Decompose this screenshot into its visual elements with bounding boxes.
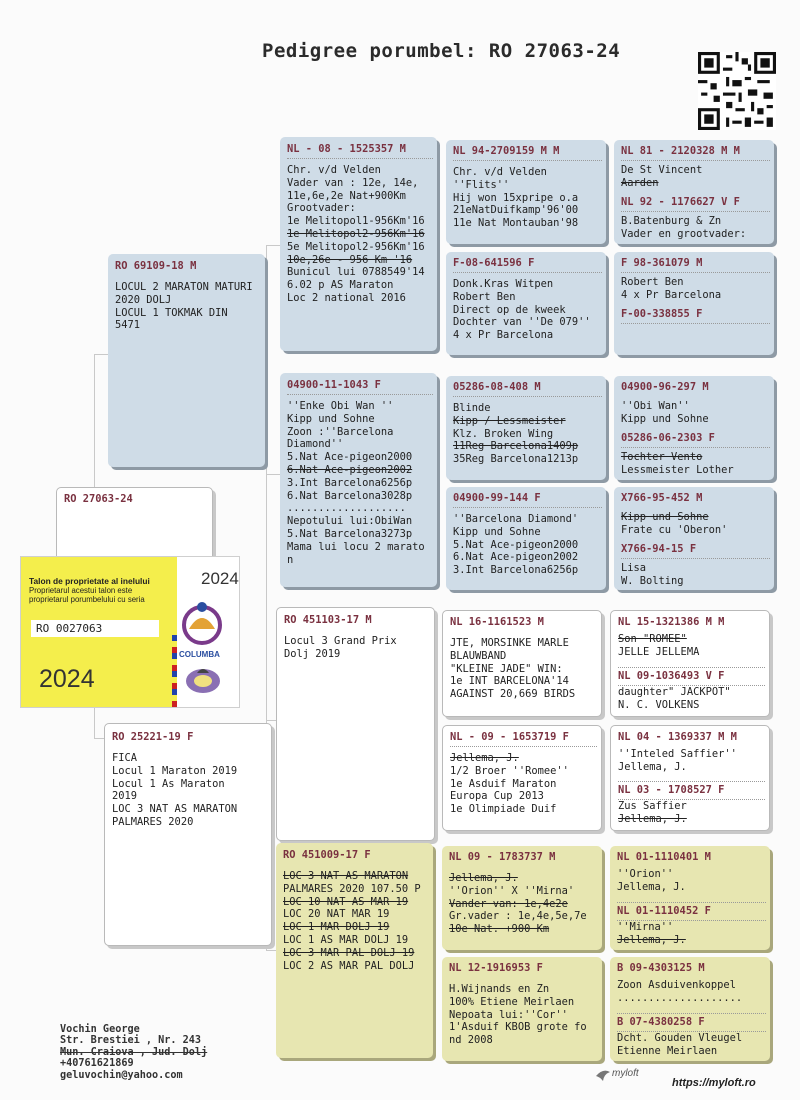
text-line: nd 2008	[449, 1034, 493, 1047]
text-line: Jellema, J.	[617, 880, 686, 893]
ring-number: NL 09-1036493 V F	[618, 667, 765, 686]
great-grandparent-card	[442, 610, 602, 717]
myloft-bird-icon	[594, 1066, 612, 1084]
text-line: De St Vincent	[621, 164, 703, 176]
dam-card	[104, 723, 272, 946]
ring-number: B 07-4380258 F	[617, 1013, 766, 1032]
grandparent-card	[280, 137, 437, 351]
ring-number: NL 01-1110452 F	[617, 902, 766, 921]
text-line: ...................	[287, 502, 406, 515]
text-line: W. Bolting	[621, 574, 684, 587]
text-line: Blinde	[453, 402, 491, 414]
text-line: 3.Int Barcelona6256p	[453, 564, 579, 577]
text-line: JELLE JELLEMA	[618, 645, 700, 658]
text-line: 4 x Pr Barcelona	[621, 288, 722, 301]
ring-number: NL 04 - 1369337 M M	[618, 731, 737, 743]
text-line: Kipp und Sohne	[621, 511, 709, 523]
text-line: 1e Olimpiade Duif	[450, 803, 557, 816]
text-line: 100% Etiene Meirlaen	[449, 995, 575, 1008]
owner-street: Str. Brestiei , Nr. 243	[60, 1035, 202, 1047]
flag-stripes	[172, 635, 177, 707]
text-line: Robert Ben	[621, 276, 684, 288]
text-line: Aarden	[621, 176, 659, 189]
text-line: "KLEINE JADE" WIN:	[450, 662, 563, 675]
text-line: Zoon :''Barcelona	[287, 425, 394, 438]
owner-phone: +40761621869	[60, 1058, 134, 1070]
text-line: 5e Melitopol2-956Km'16	[287, 240, 425, 253]
text-line: B.Batenburg & Zn	[621, 215, 722, 227]
text-line: ''Orion'' X ''Mirna'	[449, 884, 575, 897]
text-line: 2020 DOLJ	[115, 293, 172, 306]
owner-name: Vochin George	[60, 1024, 140, 1035]
talon-line-2: Proprietarul acestui talon este	[29, 585, 133, 595]
talon-line-3: proprietarul porumbelului cu seria	[29, 594, 145, 604]
text-line: LOC 3 MAR PAL DOLJ 19	[283, 946, 415, 959]
text-line: Jellema, J.	[450, 752, 519, 764]
text-line: Klz. Broken Wing	[453, 427, 554, 440]
columba-logo-icon	[179, 599, 225, 649]
text-line: LOC 2 AS MAR PAL DOLJ	[283, 959, 415, 972]
text-line: Jellema, J.	[618, 812, 687, 825]
text-line: ....................	[617, 991, 743, 1004]
ancestor-pair-card	[610, 957, 770, 1061]
text-line: 2019	[112, 790, 138, 803]
text-line: Zus Saffier	[618, 800, 687, 812]
text-line: Vander van: 1e,4e2e	[449, 897, 568, 910]
text-line: 6.Nat Ace-pigeon2002	[453, 551, 579, 564]
ring-number: 05286-06-2303 F	[621, 432, 770, 448]
footer-brand: myloft	[612, 1068, 639, 1079]
text-line: H.Wijnands en Zn	[449, 983, 550, 995]
ownership-card-text	[29, 577, 150, 604]
text-line: Robert Ben	[453, 290, 516, 303]
ring-number: F-00-338855 F	[621, 308, 770, 324]
text-line: ''Orion''	[617, 868, 674, 880]
ring-number: NL 81 - 2120328 M M	[621, 145, 770, 161]
text-line: 1e Melitopol1-956Km'16	[287, 215, 425, 228]
connector-line	[266, 474, 280, 475]
text-line: Vader en grootvader:	[621, 227, 747, 240]
text-line: 4 x Pr Barcelona	[453, 329, 554, 342]
great-grandparent-card	[446, 487, 606, 590]
text-line: Loc 2 national 2016	[287, 291, 406, 304]
text-line: LOC 20 NAT MAR 19	[283, 908, 390, 921]
text-line: Europa Cup 2013	[450, 790, 544, 803]
text-line: Son "ROMEE"	[618, 633, 687, 645]
ring-number: NL 01-1110401 M	[617, 851, 711, 863]
ring-number: NL 03 - 1708527 F	[618, 781, 765, 800]
text-line: daughter" JACKPOT"	[618, 686, 731, 698]
ring-number: F 98-361079 M	[621, 257, 770, 273]
text-line: LOC 1 AS MAR DOLJ 19	[283, 933, 409, 946]
page-title: Pedigree porumbel: RO 27063-24	[262, 40, 621, 62]
text-line: Locul 3 Grand Prix	[284, 635, 397, 647]
subject-ring: RO 27063-24	[64, 493, 133, 505]
ring-number: NL - 08 - 1525357 M	[287, 143, 433, 159]
grandparent-card	[276, 607, 435, 841]
text-line: LOC 3 NAT AS MARATON	[283, 870, 409, 882]
text-line: ''Inteled Saffier''	[618, 748, 737, 760]
ring-number: B 09-4303125 M	[617, 962, 705, 974]
text-line: 35Reg Barcelona1213p	[453, 453, 579, 466]
text-line: Dochter van ''De 079''	[453, 316, 591, 329]
text-line: Frate cu 'Oberon'	[621, 523, 728, 536]
sire-ring: RO 69109-18 M	[115, 260, 197, 272]
grandparent-card	[280, 373, 437, 587]
ring-number: 05286-08-408 M	[453, 381, 602, 397]
text-line: LOC 1 MAR DOLJ 19	[283, 921, 390, 934]
text-line: 11e Nat Montauban'98	[453, 217, 579, 230]
text-line: PALMARES 2020	[112, 815, 194, 828]
text-line: ''Obi Wan''	[621, 400, 690, 412]
text-line: n	[287, 553, 294, 566]
ring-number: NL 15-1321386 M M	[618, 616, 725, 628]
text-line: Vader van : 12e, 14e,	[287, 176, 419, 189]
ancestor-pair-card	[610, 610, 770, 717]
text-line: Dolj 2019	[284, 647, 341, 660]
great-grandparent-card	[446, 252, 606, 355]
ring-number: NL - 09 - 1653719 F	[450, 731, 597, 747]
great-grandparent-card	[446, 376, 606, 480]
talon-line-1: Talon de proprietate al inelului	[29, 576, 150, 586]
ring-number: RO 451009-17 F	[283, 849, 371, 861]
ring-number: NL 16-1161523 M	[450, 616, 544, 628]
footer-url[interactable]: https://myloft.ro	[672, 1077, 756, 1089]
ring-number: NL 94-2709159 M M	[453, 145, 602, 161]
dam-ring: RO 25221-19 F	[112, 731, 194, 743]
text-line: Kipp und Sohne	[621, 412, 709, 425]
ancestor-pair-card	[610, 725, 770, 831]
text-line: Gr.vader : 1e,4e,5e,7e	[449, 910, 587, 923]
subject-pigeon-card	[56, 487, 213, 562]
ring-number: 04900-96-297 M	[621, 381, 709, 393]
text-line: 3.Int Barcelona6256p	[287, 476, 413, 489]
owner-contact	[60, 1024, 207, 1081]
ring-number: NL 92 - 1176627 V F	[621, 196, 770, 212]
ownership-card	[20, 556, 240, 708]
ring-number: NL 09 - 1783737 M	[449, 851, 556, 863]
text-line: 1/2 Broer ''Romee''	[450, 764, 569, 777]
text-line: Hij won 15xpripe o.a	[453, 191, 579, 204]
pigeon-badge-icon	[183, 665, 223, 695]
text-line: 1e Asduif Maraton	[450, 777, 557, 790]
text-line: Chr. v/d Velden	[453, 166, 547, 178]
text-line: ''Barcelona Diamond'	[453, 513, 579, 525]
connector-line	[266, 245, 280, 246]
text-line: Kipp und Sohne	[287, 412, 375, 425]
text-line: Locul 1 As Maraton	[112, 777, 225, 790]
text-line: Chr. v/d Velden	[287, 164, 381, 176]
ancestor-pair-card	[614, 487, 774, 590]
text-line: 1'Asduif KBOB grote fo	[449, 1021, 587, 1034]
ring-number: X766-94-15 F	[621, 543, 770, 559]
text-line: Etienne Meirlaen	[617, 1044, 718, 1057]
text-line: Grootvader:	[287, 202, 356, 215]
text-line: 6.Nat Barcelona3028p	[287, 489, 413, 502]
text-line: Lisa	[621, 562, 647, 574]
text-line: 6.Nat Ace-pigeon2002	[287, 463, 413, 476]
ancestor-pair-card	[614, 252, 774, 355]
text-line: Jellema, J.	[617, 933, 686, 946]
text-line: Diamond''	[287, 438, 344, 451]
text-line: Mama lui locu 2 marato	[287, 540, 425, 553]
text-line: LOCUL 1 TOKMAK DIN	[115, 306, 228, 319]
great-grandparent-card	[442, 957, 602, 1061]
ring-number: X766-95-452 M	[621, 492, 703, 504]
ancestor-pair-card	[614, 140, 774, 244]
text-line: FICA	[112, 752, 138, 764]
grandparent-card	[276, 843, 433, 1058]
text-line: Direct op de kweek	[453, 303, 566, 316]
text-line: LOC 10 NAT AS MAR 19	[283, 895, 409, 908]
text-line: N. C. VOLKENS	[618, 698, 700, 711]
text-line: Jellema, J.	[449, 872, 518, 884]
great-grandparent-card	[442, 846, 602, 950]
great-grandparent-card	[446, 140, 606, 244]
text-line: Tochter Vento	[621, 451, 703, 463]
text-line: Kipp und Sohne	[453, 525, 541, 538]
ancestor-pair-card	[614, 376, 774, 480]
ancestor-pair-card	[610, 846, 770, 950]
ring-number: RO 451103-17 M	[284, 614, 372, 626]
sire-card	[108, 254, 265, 467]
text-line: JTE, MORSINKE MARLE	[450, 637, 569, 649]
text-line: PALMARES 2020 107.50 P	[283, 882, 421, 895]
text-line: 1e Melitopol2-956Km'16	[287, 227, 425, 240]
text-line: 5.Nat Ace-pigeon2000	[453, 538, 579, 551]
text-line: Nepoata lui:''Cor''	[449, 1008, 568, 1021]
talon-year-small: 2024	[201, 569, 239, 588]
text-line: Jellema, J.	[618, 760, 687, 773]
text-line: Lessmeister Lother	[621, 463, 734, 476]
qr-code-icon	[698, 52, 776, 130]
ring-number: 04900-99-144 F	[453, 492, 602, 508]
ring-number: 04900-11-1043 F	[287, 379, 433, 395]
text-line: BLAUWBAND	[450, 649, 507, 662]
ring-number: NL 12-1916953 F	[449, 962, 543, 974]
columba-logo-text: COLUMBA	[179, 650, 220, 659]
text-line: 10e,26e - 956 Km '16	[287, 253, 413, 266]
connector-line	[266, 245, 267, 735]
text-line: 5.Nat Ace-pigeon2000	[287, 451, 413, 464]
text-line: Zoon Asduivenkoppel	[617, 979, 736, 991]
text-line: Nepotului lui:ObiWan	[287, 515, 413, 528]
text-line: 1e INT BARCELONA'14	[450, 675, 569, 688]
text-line: Locul 1 Maraton 2019	[112, 764, 238, 777]
talon-serial: RO 0027063	[31, 620, 159, 637]
text-line: Donk.Kras Witpen	[453, 278, 554, 290]
text-line: LOCUL 2 MARATON MATURI	[115, 281, 253, 293]
text-line: Dcht. Gouden Vleugel	[617, 1032, 743, 1044]
text-line: Kipp / Lessmeister	[453, 414, 566, 427]
owner-city: Mun. Craiova , Jud. Dolj	[60, 1046, 208, 1058]
text-line: 10e Nat. +900 Km	[449, 923, 550, 936]
owner-email: geluvochin@yahoo.com	[60, 1069, 183, 1081]
text-line: 21eNatDuifkamp'96'00	[453, 204, 579, 217]
text-line: 11Reg Barcelona1409p	[453, 440, 579, 453]
text-line: Bunicul lui 0788549'14	[287, 266, 425, 279]
text-line: 5.Nat Barcelona3273p	[287, 527, 413, 540]
text-line: ''Enke Obi Wan ''	[287, 400, 394, 412]
text-line: AGAINST 20,669 BIRDS	[450, 688, 576, 701]
text-line: 6.02 p AS Maraton	[287, 279, 394, 292]
talon-year-large: 2024	[39, 665, 95, 693]
great-grandparent-card	[442, 725, 602, 831]
text-line: ''Flits''	[453, 178, 510, 191]
text-line: LOC 3 NAT AS MARATON	[112, 803, 238, 816]
connector-line	[94, 354, 108, 355]
text-line: ''Mirna''	[617, 921, 674, 933]
text-line: 5471	[115, 319, 141, 332]
ring-number: F-08-641596 F	[453, 257, 602, 273]
text-line: 11e,6e,2e Nat+900Km	[287, 189, 406, 202]
